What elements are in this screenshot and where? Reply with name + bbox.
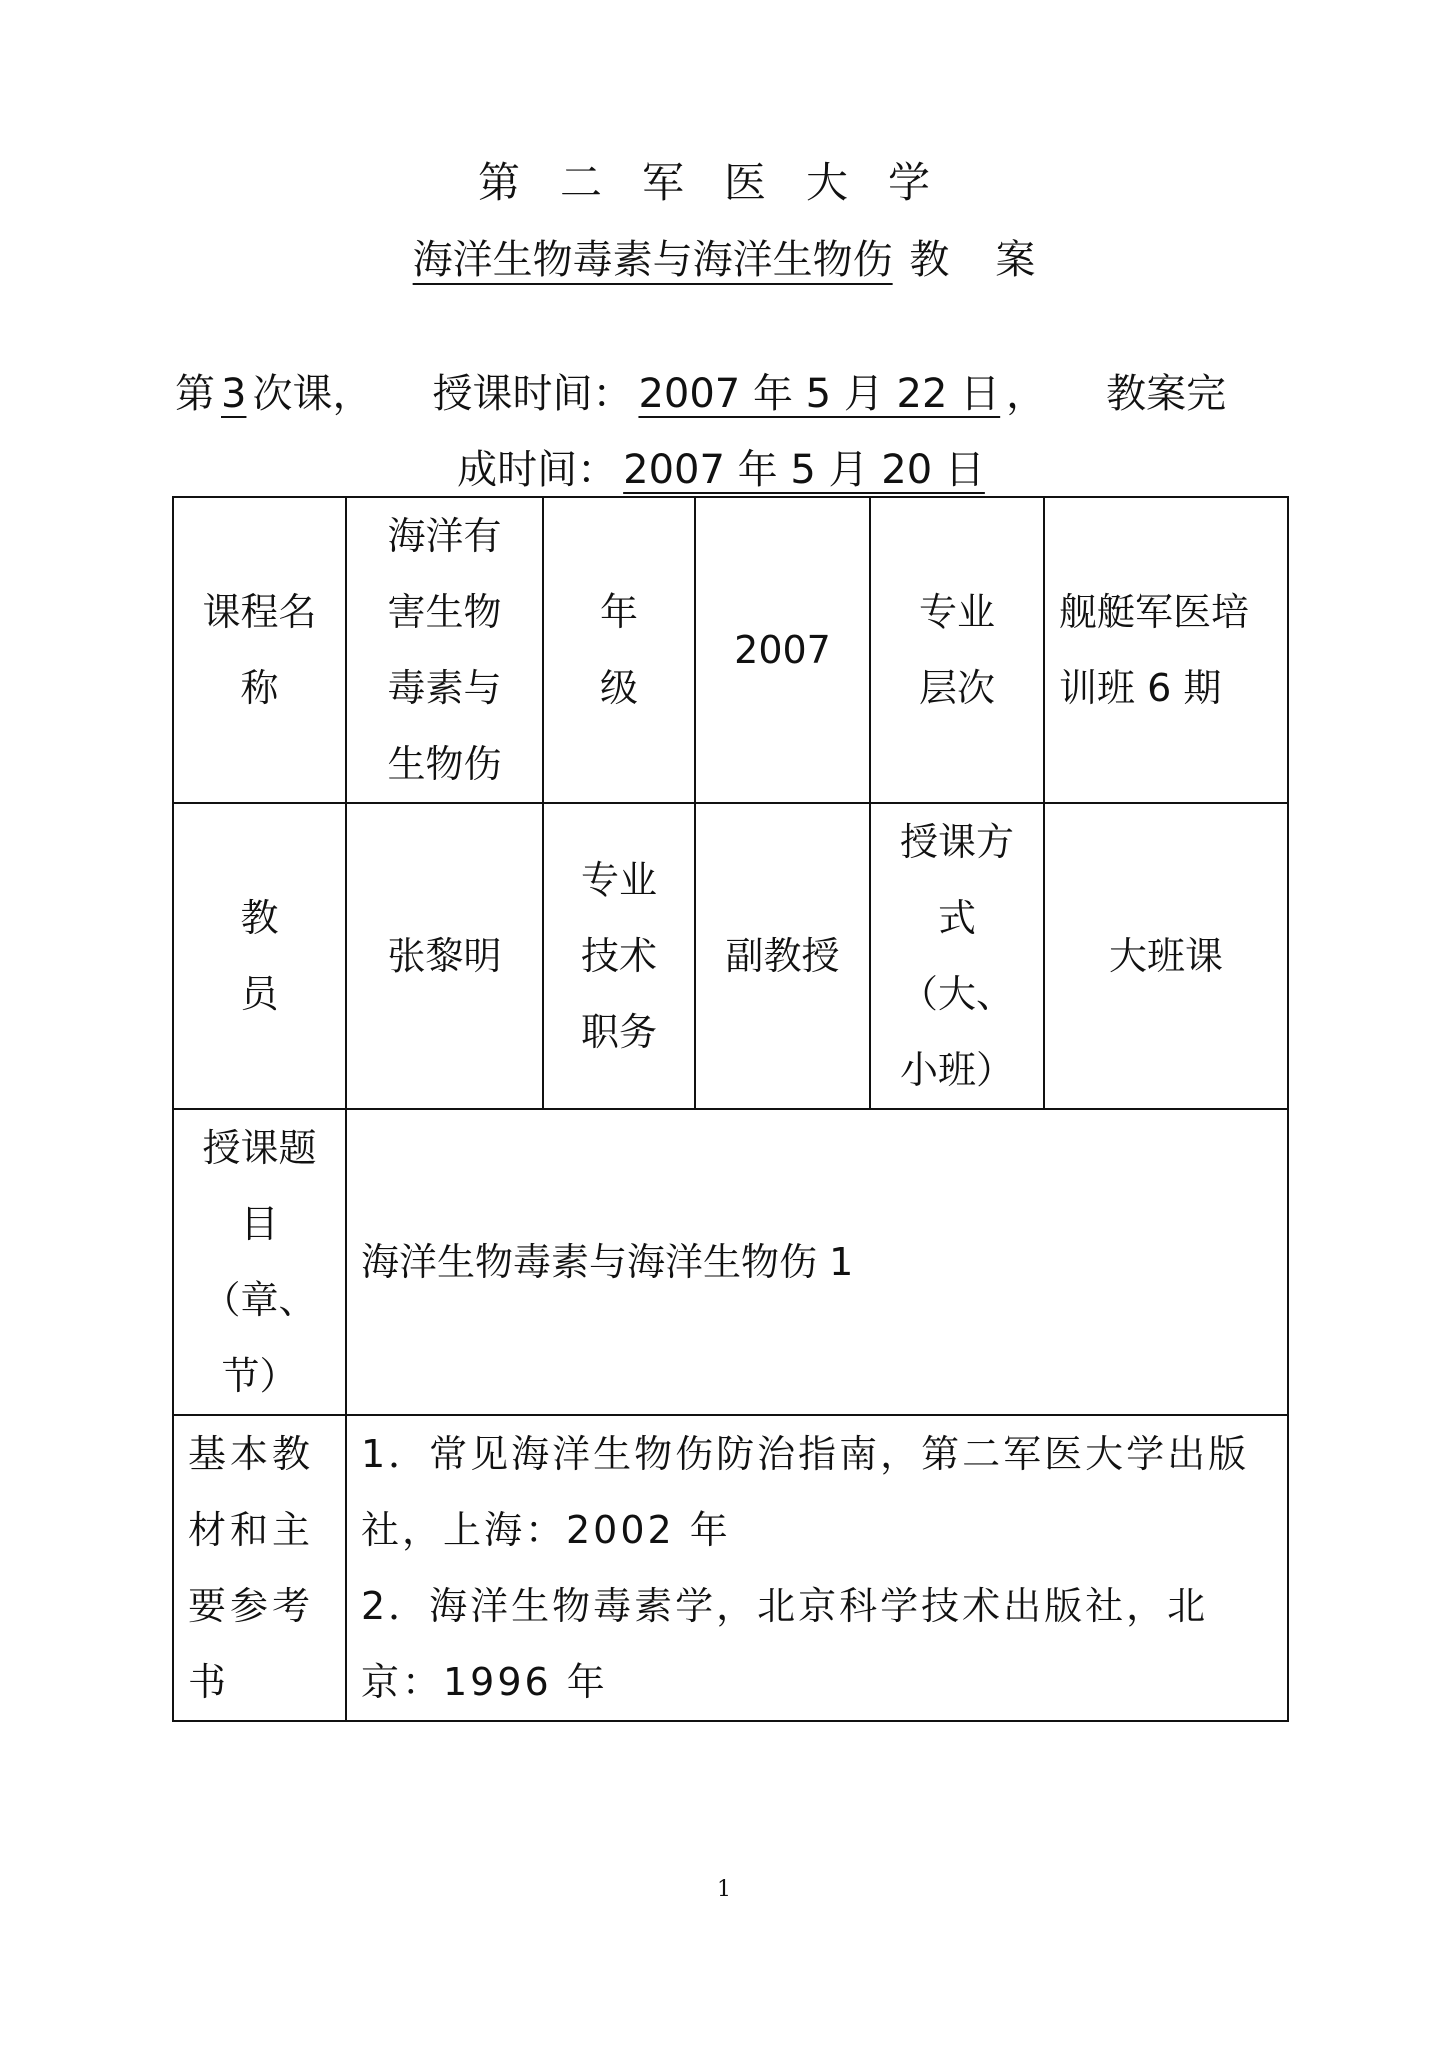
grade-label: 年级 [543,497,695,803]
page-number: 1 [717,1877,731,1902]
level-label: 专业层次 [870,497,1044,803]
university-title: 第二军医大学 [477,158,970,207]
teaching-time-label: 授课时间： [432,371,633,417]
mode-label: 授课方式（大、小班） [870,803,1044,1109]
level-value: 舰艇军医培训班 6 期 [1044,497,1288,803]
textbook-label: 基本教材和主要参考书 [173,1415,346,1721]
teaching-time-comma: ， [1006,371,1047,417]
document-subtitle [0,228,1448,285]
title-value: 副教授 [695,803,870,1109]
teaching-time-value: 2007 年 5 月 22 日 [638,371,1001,417]
teacher-value: 张黎明 [346,803,543,1109]
title-label: 专业技术职务 [543,803,695,1109]
course-name-label: 课程名称 [173,497,346,803]
course-title: 海洋生物毒素与海洋生物伤 [412,237,893,283]
table-row [173,803,1288,1109]
table-row [173,1109,1288,1415]
doc-type-char-2: 案 [995,237,1036,283]
completion-time-value: 2007 年 5 月 20 日 [623,447,985,493]
doc-type-char-1: 教 [909,237,950,283]
course-name-value: 海洋有害生物毒素与生物伤 [346,497,543,803]
lesson-suffix: 次课， [252,371,373,417]
table-row [173,1415,1288,1721]
table-row [173,497,1288,803]
completion-time-line [0,438,1448,495]
completion-label-part1: 教案完 [1106,371,1227,417]
lesson-number: 3 [221,371,247,417]
textbook-ref-1: 1．常见海洋生物伤防治指南，第二军医大学出版社，上海：2002 年 [361,1432,1250,1552]
topic-label: 授课题目（章、节） [173,1109,346,1415]
grade-value: 2007 [695,497,870,803]
teacher-label: 教员 [173,803,346,1109]
mode-value: 大班课 [1044,803,1288,1109]
textbook-ref-2: 2．海洋生物毒素学，北京科学技术出版社，北京：1996 年 [361,1584,1209,1704]
textbook-refs [346,1415,1288,1721]
completion-label-part2: 成时间： [457,447,618,493]
lesson-prefix: 第 [175,371,215,417]
topic-value: 海洋生物毒素与海洋生物伤 1 [346,1109,1288,1415]
lesson-plan-table [172,496,1289,1722]
lesson-info-line [175,362,1305,419]
